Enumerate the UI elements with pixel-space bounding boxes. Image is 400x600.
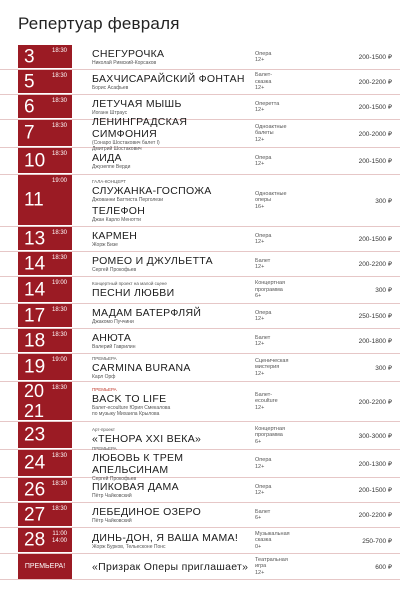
event-day: 20 21 xyxy=(24,381,45,421)
event-row[interactable] xyxy=(0,528,400,554)
event-genre: Одноактные оперы 16+ xyxy=(255,190,287,210)
event-info xyxy=(92,252,252,276)
event-price: 250-1500 ₽ xyxy=(358,313,392,320)
date-box xyxy=(18,304,72,328)
event-info xyxy=(92,445,252,482)
event-time: 19:00 xyxy=(51,357,67,363)
event-title[interactable]: «Призрак Оперы приглашает» xyxy=(92,560,249,573)
event-time: 18:30 xyxy=(51,307,67,313)
event-title[interactable]: БАХЧИСАРАЙСКИЙ ФОНТАН xyxy=(92,73,245,85)
event-author: Николай Римский-Корсаков xyxy=(92,60,157,66)
event-title[interactable]: ПЕСНИ ЛЮБВИ xyxy=(92,287,175,299)
date-box xyxy=(18,252,72,276)
event-day: 14 xyxy=(24,253,46,274)
event-time: 18:30 xyxy=(51,255,67,261)
event-day: 27 xyxy=(24,504,46,525)
event-info xyxy=(92,503,252,527)
event-price: 300-3000 ₽ xyxy=(358,432,392,440)
event-price: 200-1500 ₽ xyxy=(358,54,392,61)
date-box xyxy=(18,70,72,94)
event-row[interactable] xyxy=(0,70,400,95)
event-info xyxy=(92,45,252,69)
event-genre: Театральная игра 12+ xyxy=(255,556,288,576)
event-day: 6 xyxy=(24,96,35,117)
event-day: 28 xyxy=(24,529,46,551)
date-box xyxy=(18,450,72,477)
event-price: 600 ₽ xyxy=(375,563,392,571)
event-price: 300 ₽ xyxy=(375,287,392,294)
event-price: 200-1500 ₽ xyxy=(358,158,392,165)
event-title[interactable]: «ТЕНОРА XXI ВЕКА» xyxy=(92,432,202,445)
event-price: 300 ₽ xyxy=(375,364,392,372)
event-info xyxy=(92,554,252,579)
event-row[interactable] xyxy=(0,45,400,70)
event-time: 18:30 xyxy=(51,151,67,157)
event-tag: Концертный проект на малой сцене xyxy=(92,281,167,286)
event-author: Борис Асафьев xyxy=(92,85,129,91)
event-author: Карл Орф xyxy=(92,373,116,380)
event-genre: Балет- ecoulture 12+ xyxy=(255,391,278,411)
event-author: Сергей Прокофьев xyxy=(92,267,137,273)
event-price: 200-1300 ₽ xyxy=(358,460,392,468)
event-genre: Балет 12+ xyxy=(255,334,271,347)
event-day: 24 xyxy=(24,452,46,474)
event-time: 18:30 xyxy=(51,98,67,104)
event-genre: Музыкальная сказка 0+ xyxy=(255,530,290,550)
event-price: 200-2000 ₽ xyxy=(358,130,392,138)
event-price: 250-700 ₽ xyxy=(362,537,392,545)
event-row[interactable] xyxy=(0,329,400,354)
event-title-second[interactable]: ТЕЛЕФОН xyxy=(92,204,146,217)
event-row[interactable] xyxy=(0,252,400,277)
event-title[interactable]: BACK TO LIFE xyxy=(92,392,167,405)
event-tag: ГАЛА-КОНЦЕРТ xyxy=(92,178,126,184)
event-genre: Концертная программа 6+ xyxy=(255,425,285,445)
event-row[interactable] xyxy=(0,382,400,422)
event-info xyxy=(92,329,252,353)
event-info xyxy=(92,70,252,94)
event-genre: Опера 12+ xyxy=(255,457,272,470)
event-day: 10 xyxy=(24,150,46,171)
event-tag: ПРЕМЬЕРА xyxy=(92,386,117,392)
event-info xyxy=(92,227,252,251)
event-time: 18:30 xyxy=(51,385,67,391)
event-time: 18:30 xyxy=(51,230,67,236)
event-genre: Опера 12+ xyxy=(255,483,272,496)
event-day: 23 xyxy=(24,424,46,446)
event-author: Джузеппе Верди xyxy=(92,164,131,170)
event-row[interactable] xyxy=(0,304,400,329)
premiere-badge: ПРЕМЬЕРА! xyxy=(18,554,72,579)
event-time: 18:30 xyxy=(51,332,67,338)
event-author: Жорж Бизе xyxy=(92,242,118,248)
event-day: 5 xyxy=(24,71,35,92)
event-row[interactable] xyxy=(0,148,400,175)
date-box xyxy=(18,148,72,174)
event-info xyxy=(92,354,252,381)
event-title[interactable]: ДИНЬ-ДОН, Я ВАША МАМА! xyxy=(92,531,239,544)
date-box xyxy=(18,478,72,502)
event-row[interactable] xyxy=(0,554,400,580)
event-day: 19 xyxy=(24,356,46,378)
repertoire-list xyxy=(0,45,400,580)
date-box xyxy=(18,120,72,147)
event-author: Валерий Гаврилин xyxy=(92,344,136,350)
event-price: 200-1500 ₽ xyxy=(358,487,392,494)
event-genre: Опера 12+ xyxy=(255,309,272,322)
event-title[interactable]: ЛЕТУЧАЯ МЫШЬ xyxy=(92,98,182,110)
event-author-second: Джан Карло Менотти xyxy=(92,216,141,223)
event-info xyxy=(92,382,252,421)
event-tag: ПРЕМЬЕРА xyxy=(92,445,117,451)
event-day: 13 xyxy=(24,228,46,249)
date-box xyxy=(18,227,72,251)
event-day: 11 xyxy=(24,189,44,211)
event-author: Балет-ecoulture Юрия Смекалова по музыку Михаила Крылова xyxy=(92,404,171,417)
event-row[interactable] xyxy=(0,503,400,528)
event-title[interactable]: ПИКОВАЯ ДАМА xyxy=(92,481,179,493)
event-author: (Сонаро Шостакович балет I) Дмитрий Шостакович xyxy=(92,139,160,152)
event-info xyxy=(92,475,252,502)
event-price: 300 ₽ xyxy=(375,197,392,205)
page-title: Репертуар февраля xyxy=(18,14,180,33)
event-title[interactable]: МАДАМ БАТЕРФЛЯЙ xyxy=(92,307,202,319)
event-row[interactable] xyxy=(0,175,400,227)
event-info xyxy=(92,528,252,553)
event-time: 19:00 xyxy=(51,280,67,286)
event-price: 200-1500 ₽ xyxy=(358,104,392,111)
event-title[interactable]: ЛЕБЕДИНОЕ ОЗЕРО xyxy=(92,506,202,518)
event-title[interactable]: КАРМЕН xyxy=(92,230,138,242)
event-genre: Балет- сказка 12+ xyxy=(255,72,273,92)
event-title[interactable]: CARMINA BURANA xyxy=(92,361,191,374)
date-box xyxy=(18,175,72,226)
event-genre: Балет 12+ xyxy=(255,257,271,270)
event-genre: Сценическая мистерия 12+ xyxy=(255,357,289,377)
event-info xyxy=(92,148,252,174)
event-title[interactable]: ЛЮБОВЬ К ТРЕМ АПЕЛЬСИНАМ xyxy=(92,451,184,476)
event-row[interactable] xyxy=(0,445,400,482)
event-time: 18:30 xyxy=(51,73,67,79)
event-author: Джакомо Пуччини xyxy=(92,319,134,325)
event-price: 200-2200 ₽ xyxy=(358,79,392,86)
event-time: 18:30 xyxy=(51,506,67,512)
event-title[interactable]: СЛУЖАНКА-ГОСПОЖА xyxy=(92,184,212,197)
event-author: Сергей Прокофьев xyxy=(92,475,137,482)
event-day: 14 xyxy=(24,279,46,300)
event-price: 200-2200 ₽ xyxy=(358,398,392,406)
event-genre: Одноактные балеты 12+ xyxy=(255,123,287,143)
event-day: 3 xyxy=(24,46,35,67)
date-box xyxy=(18,503,72,527)
date-box xyxy=(18,354,72,381)
event-info xyxy=(92,304,252,328)
event-price: 200-1800 ₽ xyxy=(358,338,392,345)
event-price: 200-2200 ₽ xyxy=(358,512,392,519)
event-time: 18:30 xyxy=(51,481,67,487)
date-box xyxy=(18,95,72,119)
event-title[interactable]: РОМЕО И ДЖУЛЬЕТТА xyxy=(92,255,213,267)
event-genre: Опера 12+ xyxy=(255,154,272,167)
event-row[interactable] xyxy=(0,354,400,382)
event-title[interactable]: АНЮТА xyxy=(92,332,132,344)
event-time: 18:30 xyxy=(51,453,67,459)
event-title[interactable]: ЛЕНИНГРАДСКАЯ СИМФОНИЯ xyxy=(92,115,188,140)
event-title[interactable]: АИДА xyxy=(92,152,122,164)
event-author: Жорж Бурков, Тельесконе Понс xyxy=(92,543,166,550)
event-day: 7 xyxy=(24,122,35,144)
date-box xyxy=(18,528,72,553)
event-time: 11:00 14:00 xyxy=(51,531,67,544)
event-tag: Арт-проект xyxy=(92,426,115,432)
date-box xyxy=(18,382,72,421)
event-row[interactable] xyxy=(0,277,400,304)
event-day: 26 xyxy=(24,479,46,500)
event-author: Джованни Баттиста Перголези xyxy=(92,196,164,203)
event-author: Пётр Чайковский xyxy=(92,518,132,524)
event-time: 19:00 xyxy=(51,178,67,184)
event-info xyxy=(92,175,252,226)
event-row[interactable] xyxy=(0,115,400,152)
event-info xyxy=(92,277,252,303)
date-box xyxy=(18,422,72,449)
event-info xyxy=(92,115,252,152)
event-time: 18:30 xyxy=(51,48,67,54)
event-title[interactable]: СНЕГУРОЧКА xyxy=(92,48,165,60)
event-row[interactable] xyxy=(0,227,400,252)
event-genre: Концертная программа 6+ xyxy=(255,280,285,300)
event-author: Иоганн Штраус xyxy=(92,110,128,116)
event-day: 18 xyxy=(24,330,46,351)
event-tag: ПРЕМЬЕРА xyxy=(92,355,117,361)
event-row[interactable] xyxy=(0,475,400,503)
event-author: Пётр Чайковский xyxy=(92,493,132,499)
event-day: 17 xyxy=(24,305,46,326)
event-price: 200-2200 ₽ xyxy=(358,261,392,268)
event-genre: Опера 12+ xyxy=(255,232,272,245)
date-box xyxy=(18,45,72,69)
event-genre: Оперетта 12+ xyxy=(255,100,280,113)
event-price: 200-1500 ₽ xyxy=(358,236,392,243)
event-time: 18:30 xyxy=(51,123,67,129)
event-genre: Опера 12+ xyxy=(255,50,272,63)
date-box xyxy=(18,277,72,303)
event-genre: Балет 6+ xyxy=(255,508,271,521)
date-box xyxy=(18,329,72,353)
